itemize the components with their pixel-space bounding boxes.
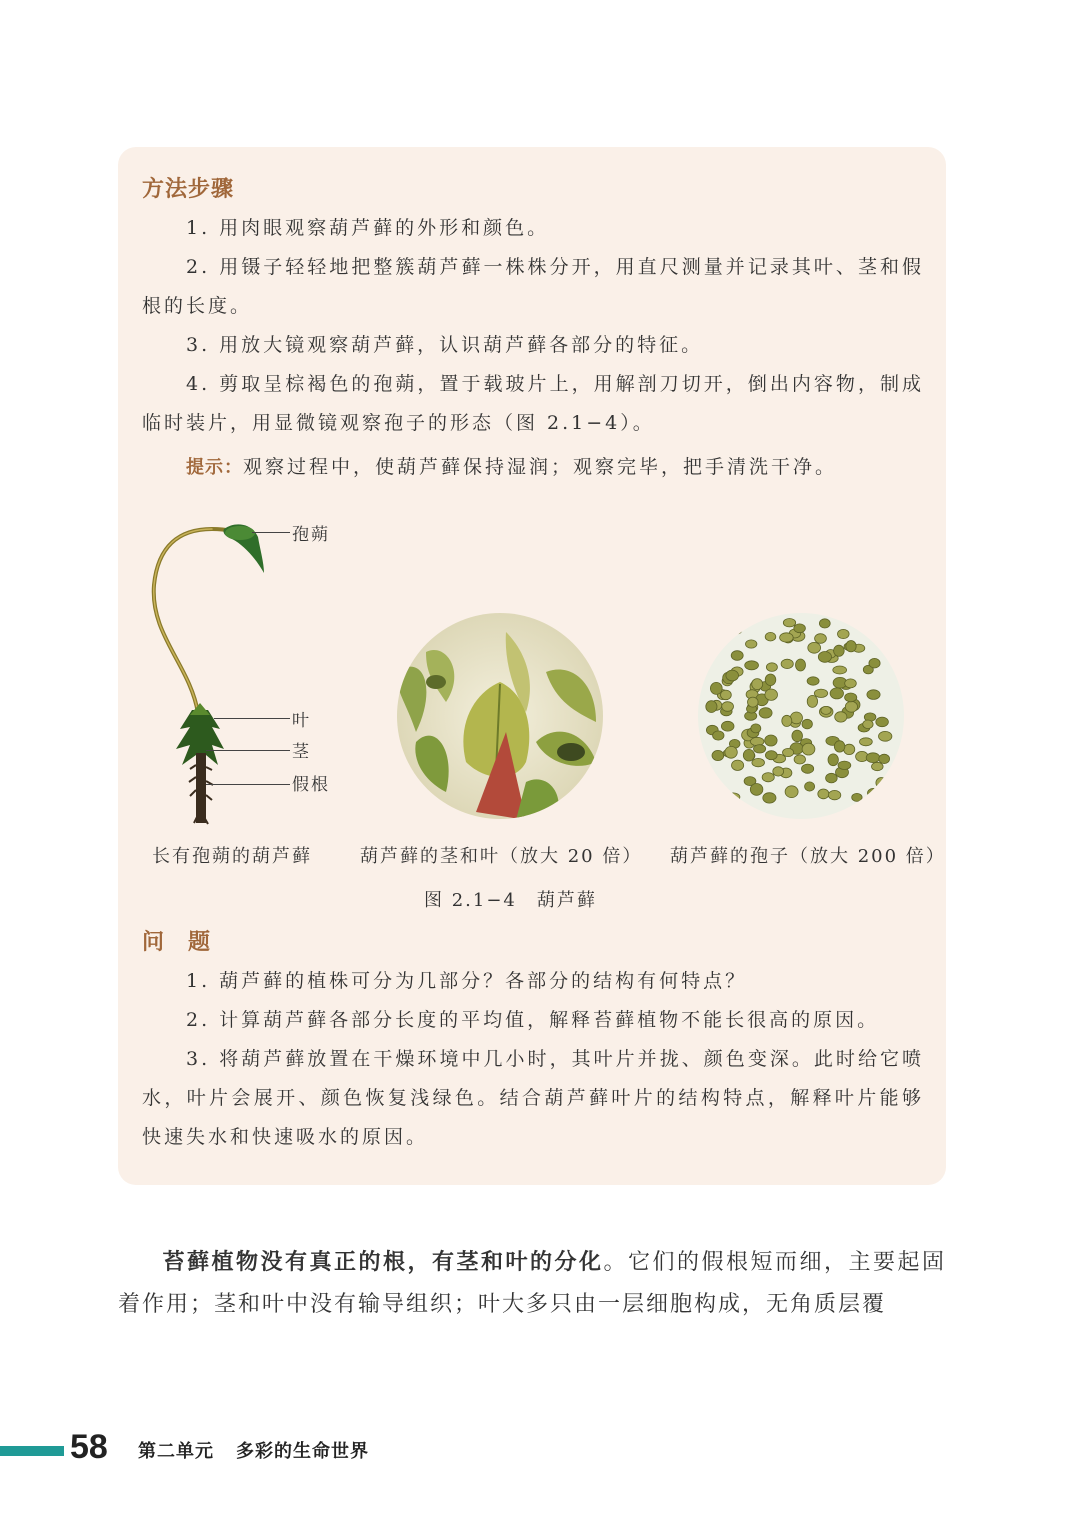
caption-stem-leaf: 葫芦藓的茎和叶（放大 20 倍） <box>360 846 643 867</box>
body-paragraph <box>118 1242 946 1326</box>
label-leaf: 叶 <box>292 711 311 731</box>
methods-title: 方法步骤 <box>142 177 235 202</box>
label-line-capsule <box>252 532 290 533</box>
step-1: 1. 用肉眼观察葫芦藓的外形和颜色。 <box>186 217 550 239</box>
label-line-rhizoid <box>206 784 290 785</box>
page-number: 58 <box>70 1428 108 1466</box>
body-bold-lead: 苔藓植物没有真正的根，有茎和叶的分化 <box>162 1250 604 1275</box>
moss-plant-illustration <box>140 515 280 830</box>
label-capsule: 孢蒴 <box>292 525 330 545</box>
caption-spores: 葫芦藓的孢子（放大 200 倍） <box>670 846 946 867</box>
question-2: 2. 计算葫芦藓各部分长度的平均值，解释苔藓植物不能长很高的原因。 <box>186 1009 880 1031</box>
footer-unit-title: 多彩的生命世界 <box>236 1441 369 1462</box>
figure-caption: 图 2.1−4 葫芦藓 <box>424 890 597 911</box>
hint-text: 观察过程中，使葫芦藓保持湿润；观察完毕，把手清洗干净。 <box>243 456 838 478</box>
spores-micrograph <box>697 612 905 820</box>
footer-unit: 第二单元 <box>138 1441 214 1462</box>
question-1: 1. 葫芦藓的植株可分为几部分？各部分的结构有何特点？ <box>186 970 748 992</box>
hint <box>186 448 837 487</box>
label-rhizoid: 假根 <box>292 775 330 795</box>
questions-list <box>142 962 924 1157</box>
methods-steps <box>142 209 924 443</box>
hint-label: 提示： <box>186 457 243 478</box>
step-3: 3. 用放大镜观察葫芦藓，认识葫芦藓各部分的特征。 <box>186 334 704 356</box>
stem-leaf-micrograph <box>396 612 604 820</box>
label-line-leaf <box>214 718 290 719</box>
label-line-stem <box>206 750 290 751</box>
step-4: 4. 剪取呈棕褐色的孢蒴，置于载玻片上，用解剖刀切开，倒出内容物，制成临时装片，用显微镜观察孢子的形态（图 2.1−4）。 <box>142 373 924 434</box>
questions-title: 问 题 <box>142 930 212 955</box>
footer-running-head <box>138 1437 391 1463</box>
label-stem: 茎 <box>292 742 311 762</box>
footer-accent-bar <box>0 1446 64 1456</box>
question-3: 3. 将葫芦藓放置在干燥环境中几小时，其叶片并拢、颜色变深。此时给它喷水，叶片会展开、颜色恢复浅绿色。结合葫芦藓叶片的结构特点，解释叶片能够快速失水和快速吸水的原因。 <box>142 1048 924 1148</box>
caption-moss-plant: 长有孢蒴的葫芦藓 <box>152 846 312 867</box>
body-rest: 。它们的假根短而细，主要起固着作用；茎和叶中没有输导组织；叶大多只由一层细胞构成，无角质层覆 <box>118 1250 946 1317</box>
step-2: 2. 用镊子轻轻地把整簇葫芦藓一株株分开，用直尺测量并记录其叶、茎和假根的长度。 <box>142 256 924 317</box>
